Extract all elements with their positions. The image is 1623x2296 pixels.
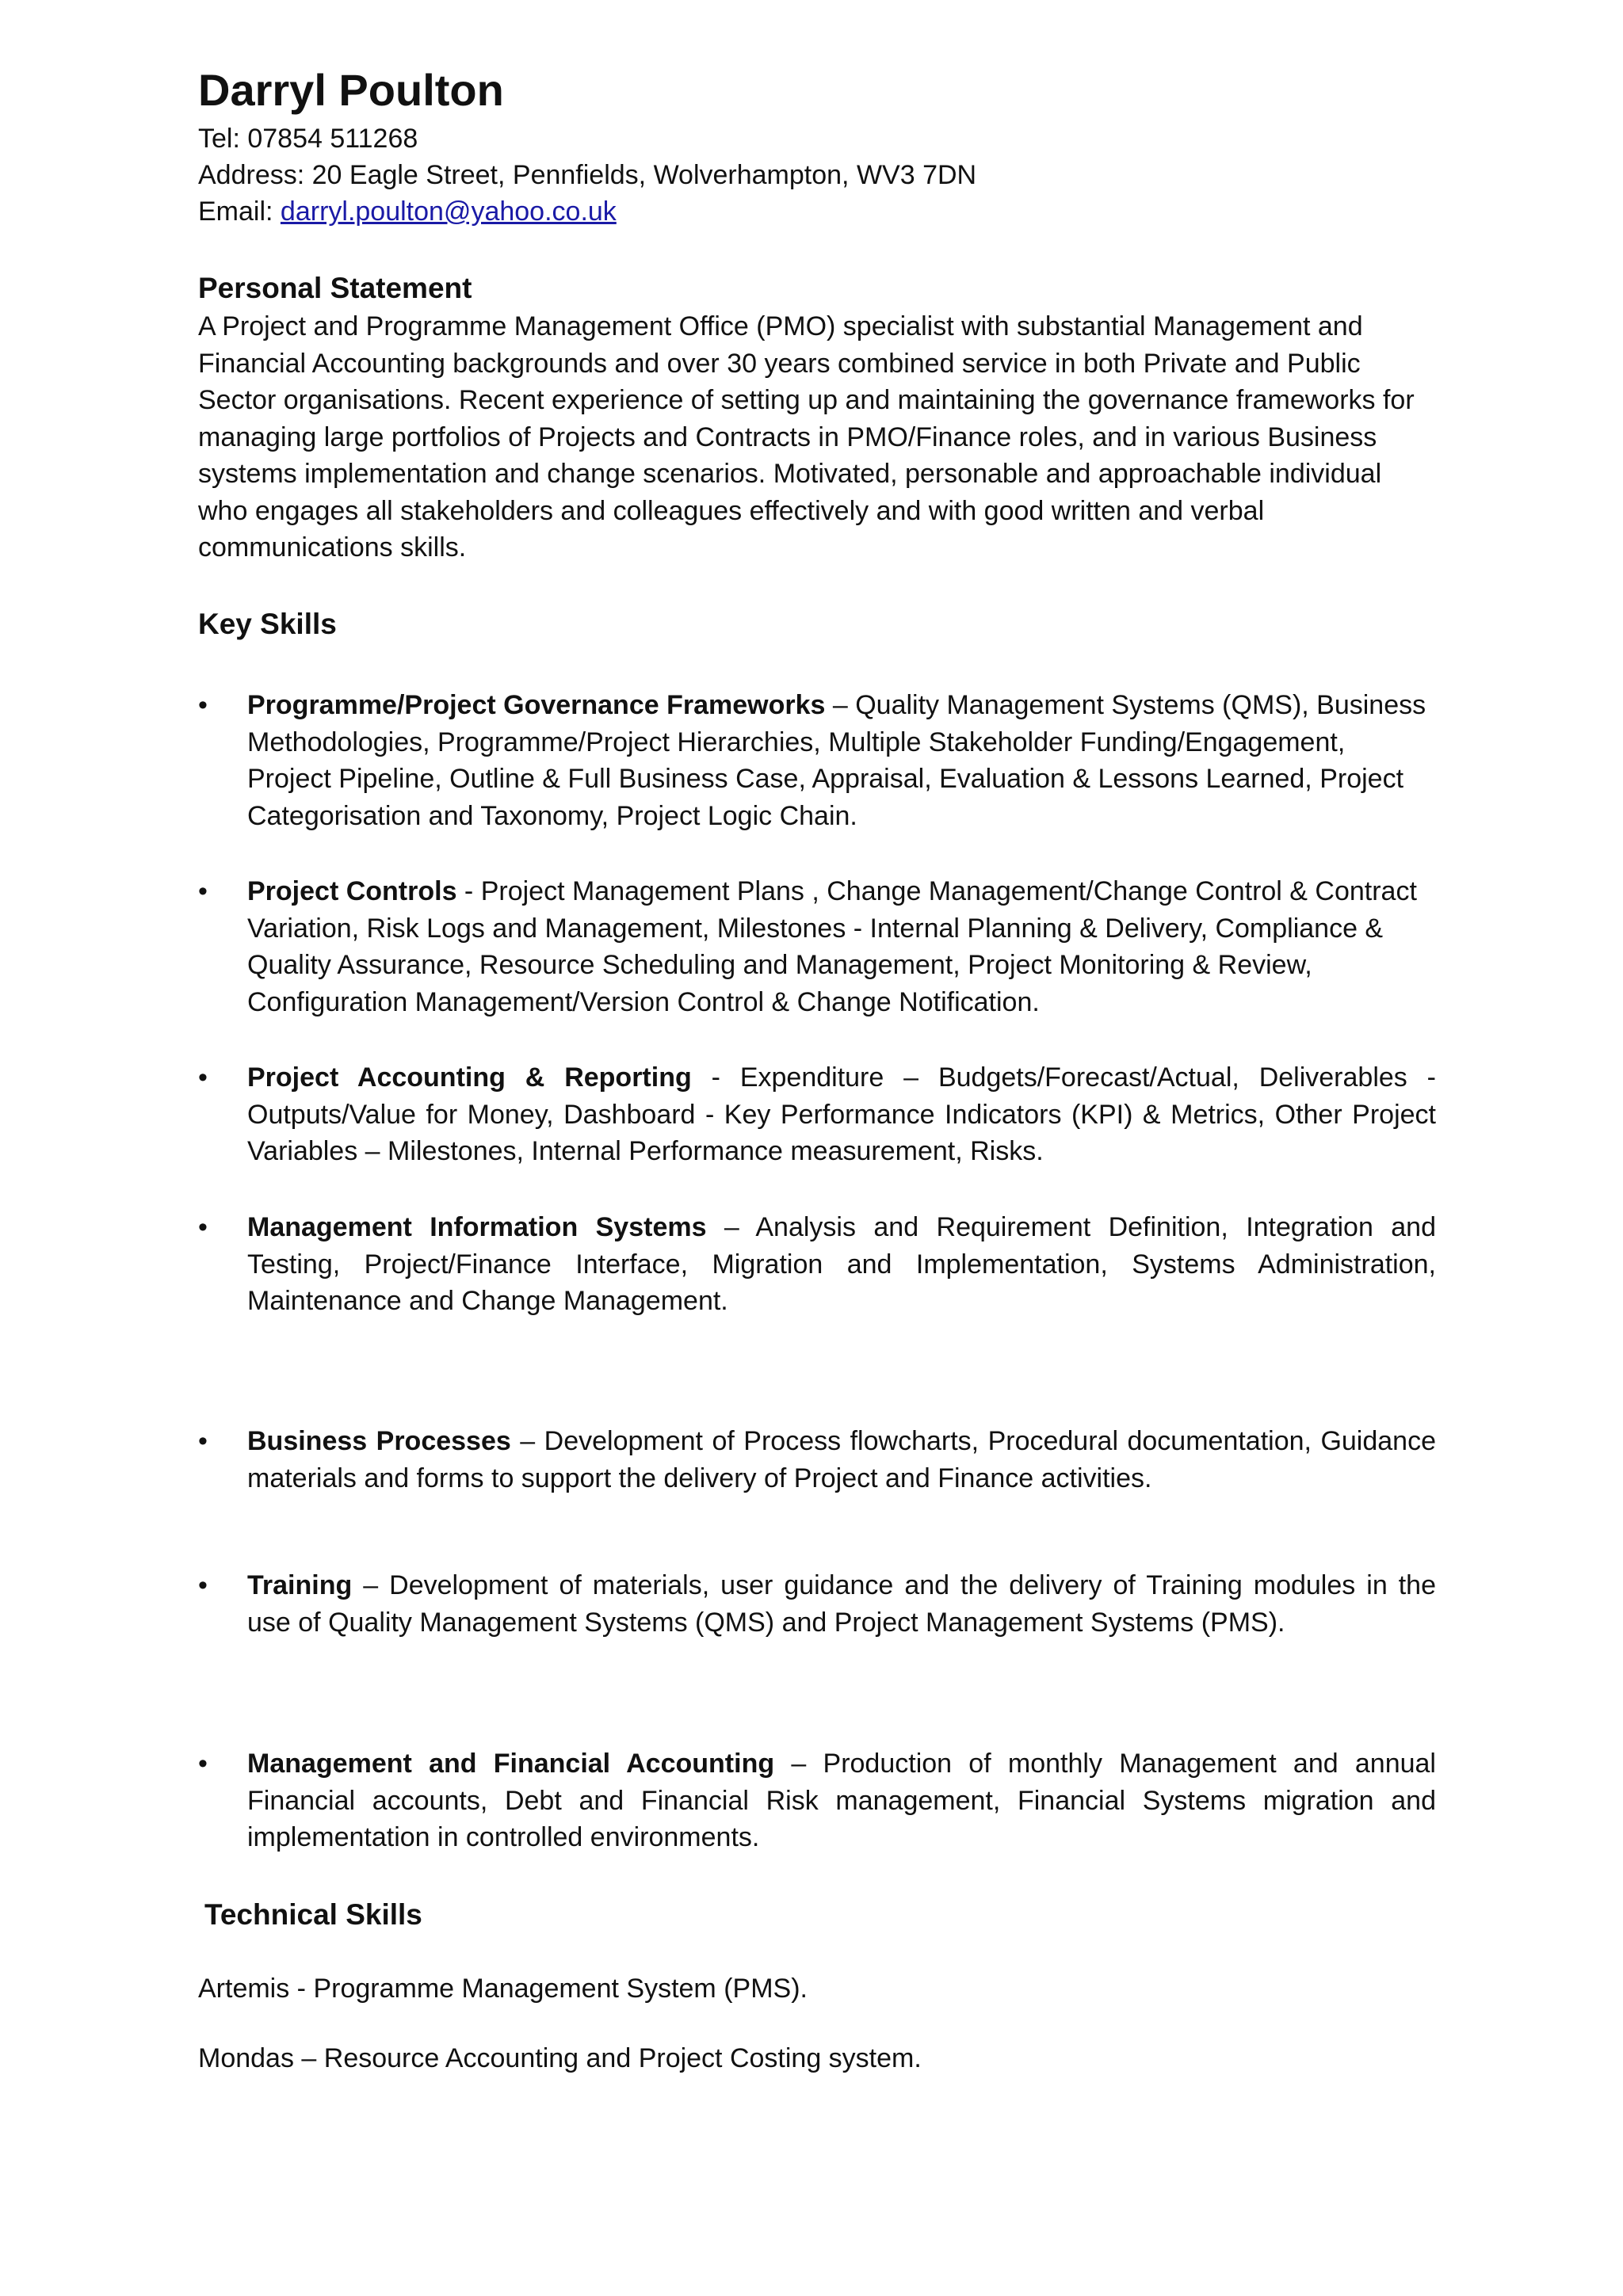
- skill-title: Management Information Systems: [247, 1212, 707, 1242]
- skill-title: Business Processes: [247, 1426, 511, 1456]
- skill-item: [247, 1423, 1436, 1497]
- skill-item: [247, 1209, 1436, 1320]
- bullet-icon: •: [198, 1749, 208, 1779]
- skill-text: – Quality Management Systems (QMS), Business Methodologies, Programme/Project Hierarchies, Multiple Stakeholder Funding/Engagement, Project Pipeline, Outline & Full Business Case, Appraisal, Evaluation & Lessons Learned, Project Categorisation and Taxonomy, Project Logic Chain.: [247, 690, 1426, 831]
- skill-text: - Expenditure – Budgets/Forecast/Actual, Deliverables - Outputs/Value for Money, Dashboard - Key Performance Indicators (KPI) & Metrics, Other Project Variables – Milestones, Internal Performance measurement, Risks.: [247, 1062, 1436, 1166]
- skill-title: Management and Financial Accounting: [247, 1749, 775, 1779]
- skill-title: Programme/Project Governance Frameworks: [247, 690, 826, 720]
- skill-text: – Development of materials, user guidance and the delivery of Training modules in the use of Quality Management Systems (QMS) and Project Management Systems (PMS).: [247, 1570, 1436, 1638]
- skill-item: [247, 687, 1436, 834]
- skill-item: [247, 1059, 1436, 1170]
- skill-item: [247, 873, 1436, 1020]
- skill-title: Project Accounting & Reporting: [247, 1062, 692, 1093]
- personal-statement-heading: Personal Statement: [198, 272, 472, 304]
- contact-email-label: Email:: [198, 196, 281, 227]
- candidate-name: Darryl Poulton: [198, 65, 504, 115]
- contact-email-link[interactable]: darryl.poulton@yahoo.co.uk: [280, 196, 617, 227]
- bullet-icon: •: [198, 1062, 208, 1093]
- contact-address: Address: 20 Eagle Street, Pennfields, Wolverhampton, WV3 7DN: [198, 160, 977, 190]
- contact-tel: Tel: 07854 511268: [198, 124, 418, 154]
- skill-text: – Production of monthly Management and annual Financial accounts, Debt and Financial Risk management, Financial Systems migration and implementation in controlled environments.: [247, 1749, 1436, 1852]
- skill-text: – Development of Process flowcharts, Procedural documentation, Guidance materials and forms to support the delivery of Project and Finance activities.: [247, 1426, 1436, 1493]
- technical-skills-heading: Technical Skills: [204, 1898, 422, 1931]
- key-skills-heading: Key Skills: [198, 608, 337, 640]
- contact-email-line: [198, 193, 617, 230]
- bullet-icon: •: [198, 876, 208, 906]
- personal-statement-text: A Project and Programme Management Office (PMO) specialist with substantial Management and Financial Accounting backgrounds and over 30 years combined service in both Private and Public Sector organisations. Recent experience of setting up and maintaining the governance frameworks for managing large portfolios of Projects and Contracts in PMO/Finance roles, and in various Business systems implementation and change scenarios. Motivated, personable and approachable individual who engages all stakeholders and colleagues effectively and with good written and verbal communications skills.: [198, 311, 1415, 563]
- bullet-icon: •: [198, 1212, 208, 1242]
- skill-title: Project Controls: [247, 876, 457, 906]
- skill-text: – Analysis and Requirement Definition, Integration and Testing, Project/Finance Interface, Migration and Implementation, Systems Administration, Maintenance and Change Management.: [247, 1212, 1436, 1316]
- skill-item: [247, 1745, 1436, 1856]
- bullet-icon: •: [198, 690, 208, 720]
- technical-skill-item: Artemis - Programme Management System (PMS).: [198, 1974, 808, 2004]
- skill-item: [247, 1567, 1436, 1641]
- skill-text: - Project Management Plans , Change Management/Change Control & Contract Variation, Risk Logs and Management, Milestones - Internal Planning & Delivery, Compliance & Quality Assurance, Resource Scheduling and Management, Project Monitoring & Review, Configuration Management/Version Control & Change Notification.: [247, 876, 1417, 1017]
- bullet-icon: •: [198, 1570, 208, 1600]
- skill-title: Training: [247, 1570, 353, 1600]
- bullet-icon: •: [198, 1426, 208, 1456]
- technical-skill-item: Mondas – Resource Accounting and Project Costing system.: [198, 2043, 922, 2073]
